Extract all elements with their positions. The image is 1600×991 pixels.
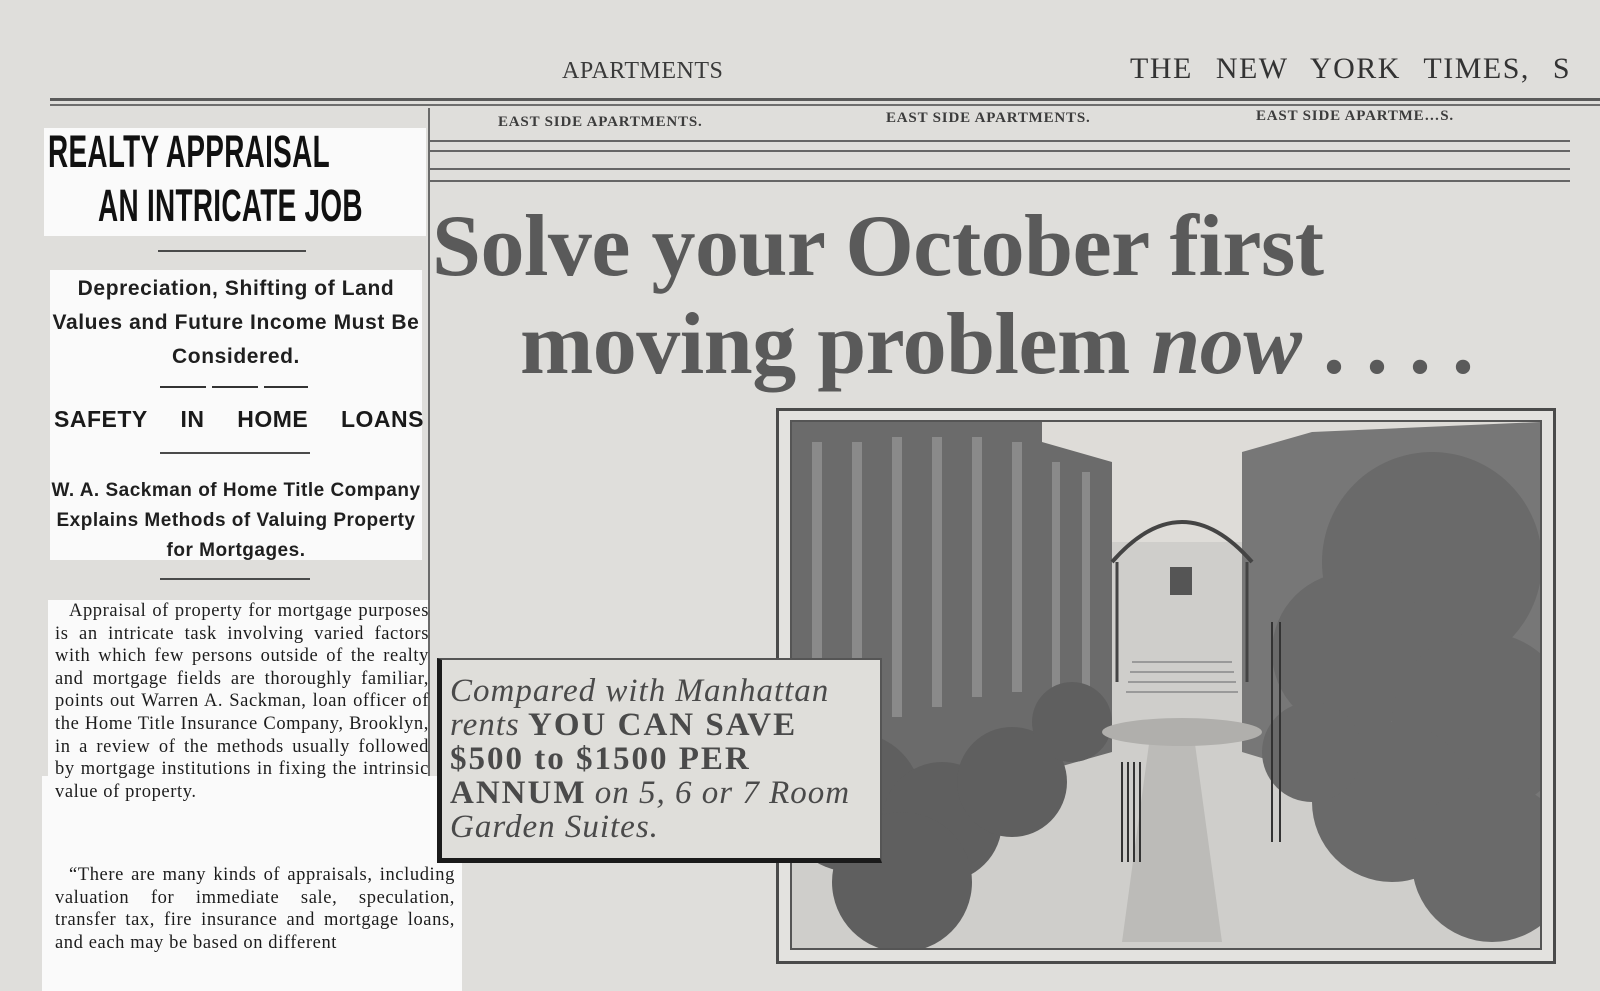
ad-headline-line2 <box>520 294 1474 395</box>
article-body-paragraph: Appraisal of property for mortgage purposes is an intricate task involving varied factors with which few persons outside of the realty and mortgage fields are thoroughly familiar, points out Warren A. Sackman, loan officer of the Home Title Insurance Company, Brooklyn, in a review of the methods usually followed by mortgage institutions in fixing the intrinsic value of property. <box>55 601 429 802</box>
ad-headline-main: moving problem <box>520 296 1152 393</box>
ad-headline-ellipsis: . . . . <box>1301 296 1474 393</box>
article-deck-primary: Depreciation, Shifting of Land Values and Future Income Must Be Considered. <box>52 277 420 368</box>
ad-rule <box>430 180 1570 182</box>
section-heading: APARTMENTS <box>562 58 724 84</box>
callout-italic-lead: Compared with Manhattan rents <box>450 673 830 743</box>
headline-divider <box>158 250 306 252</box>
article-deck-secondary <box>54 406 424 433</box>
article-headline-line2: AN INTRICATE JOB <box>98 180 363 231</box>
article-headline-line1: REALTY APPRAISAL <box>48 126 330 177</box>
ad-rule <box>430 150 1570 152</box>
header-rule-thin <box>50 104 1600 106</box>
deck2-word: LOANS <box>340 406 424 432</box>
ad-rule <box>430 168 1570 170</box>
deck2-word: IN <box>180 406 205 432</box>
deck2-word: HOME <box>237 406 309 432</box>
deck-divider-dashed <box>160 386 308 388</box>
ad-subheader: EAST SIDE APARTMENTS. <box>886 110 1091 126</box>
article-body-paragraph: “There are many kinds of appraisals, including valuation for immediate sale, speculation, transfer tax, fire insurance and mortgage loans, and each may be based on different <box>55 865 455 953</box>
newspaper-masthead: THE NEW YORK TIMES, S <box>1130 52 1572 85</box>
deck-divider <box>160 452 310 454</box>
ad-headline-emphasis: now <box>1151 296 1302 393</box>
ad-subheader: EAST SIDE APARTMENTS. <box>498 114 703 130</box>
callout-italic-tail: on 5, 6 or 7 Room Garden Suites. <box>450 775 851 845</box>
garden-courtyard-photo <box>790 420 1542 950</box>
deck2-word: SAFETY <box>54 406 148 432</box>
ad-rule <box>430 140 1570 142</box>
article-deck-tertiary: W. A. Sackman of Home Title Company Explains Methods of Valuing Property for Mortgages. <box>51 480 421 561</box>
ad-callout-text <box>450 674 870 844</box>
header-rule <box>50 98 1600 101</box>
body-divider <box>160 578 310 580</box>
ad-headline-line1: Solve your October first <box>432 198 1324 295</box>
callout-savings: YOU CAN SAVE $500 to $1500 PER ANNUM <box>450 707 798 811</box>
ad-subheader: EAST SIDE APARTME…S. <box>1256 108 1454 124</box>
